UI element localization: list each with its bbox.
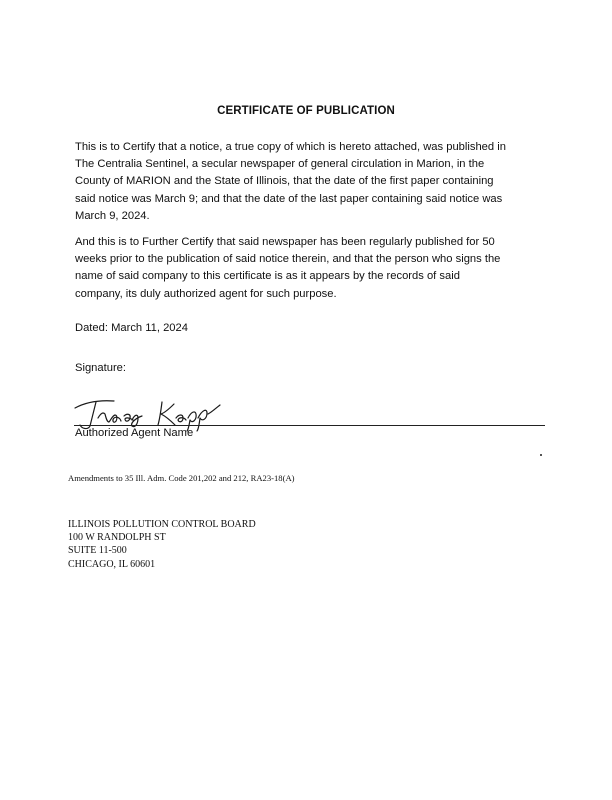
authorized-agent-label: Authorized Agent Name [75, 427, 194, 439]
paragraph-line: company, its duly authorized agent for such purpose. [75, 287, 337, 300]
certification-paragraph [75, 139, 565, 225]
scan-speck [540, 454, 542, 456]
address-line: SUITE 11-500 [68, 545, 127, 557]
signature-line [74, 425, 545, 426]
paragraph-line: The Centralia Sentinel, a secular newspaper of general circulation in Marion, in the [75, 158, 485, 171]
address-line: CHICAGO, IL 60601 [68, 558, 156, 570]
amendments-reference: Amendments to 35 Ill. Adm. Code 201,202 and 212, RA23-18(A) [68, 473, 295, 483]
paragraph-line: This is to Certify that a notice, a true copy of which is hereto attached, was published in [75, 141, 506, 153]
paragraph-line: name of said company to this certificate is as it appears by the records of said [75, 270, 460, 283]
paragraph-line: March 9, 2024. [75, 209, 150, 222]
mailing-address [68, 518, 256, 571]
paragraph-line: County of MARION and the State of Illinois, that the date of the first paper containing [75, 175, 494, 188]
further-certification-paragraph [75, 234, 565, 303]
address-line: ILLINOIS POLLUTION CONTROL BOARD [68, 519, 256, 530]
signature-label: Signature: [75, 362, 126, 374]
paragraph-line: said notice was March 9; and that the date of the last paper containing said notice was [75, 192, 503, 205]
certificate-title: CERTIFICATE OF PUBLICATION [217, 105, 395, 117]
paragraph-line: weeks prior to the publication of said notice therein, and that the person who signs the [75, 253, 501, 266]
paragraph-line: And this is to Further Certify that said newspaper has been regularly published for 50 [75, 236, 495, 248]
dated-line: Dated: March 11, 2024 [75, 322, 188, 334]
address-line: 100 W RANDOLPH ST [68, 532, 166, 544]
